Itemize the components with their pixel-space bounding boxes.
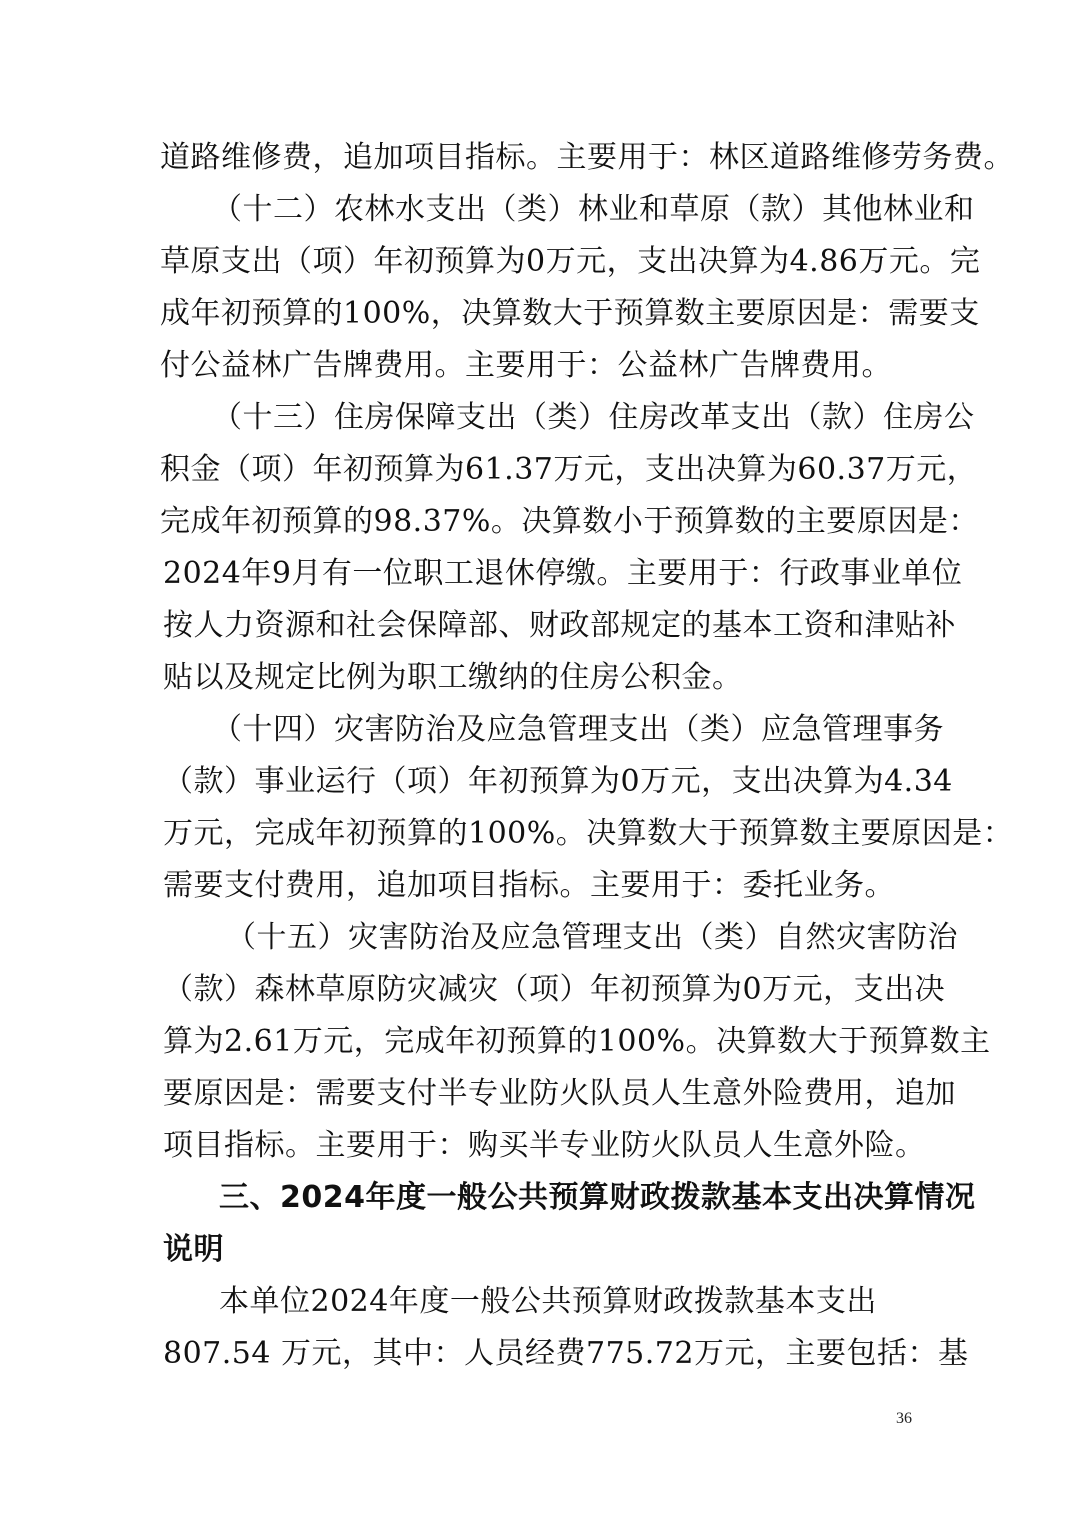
text-line: 2024年9月有一位职工退休停缴。主要用于：行政事业单位 — [163, 556, 963, 591]
text-line: 道路维修费，追加项目指标。主要用于：林区道路维修劳务费。 — [160, 140, 1014, 175]
text-line: 按人力资源和社会保障部、财政部规定的基本工资和津贴补 — [163, 608, 956, 643]
text-line: 项目指标。主要用于：购买半专业防火队员人生意外险。 — [163, 1128, 926, 1163]
text-line: 完成年初预算的98.37%。决算数小于预算数的主要原因是： — [160, 504, 979, 539]
section-heading: 三、2024年度一般公共预算财政拨款基本支出决算情况 — [219, 1180, 976, 1215]
text-line: （十五）灾害防治及应急管理支出（类）自然灾害防治 — [226, 920, 958, 955]
text-line: 807.54 万元，其中：人员经费775.72万元，主要包括：基 — [163, 1336, 969, 1371]
text-line: （十二）农林水支出（类）林业和草原（款）其他林业和 — [212, 192, 975, 227]
text-line: （款）森林草原防灾减灾（项）年初预算为0万元，支出决 — [163, 972, 946, 1007]
text-line: （十四）灾害防治及应急管理支出（类）应急管理事务 — [212, 712, 944, 747]
text-line: 万元，完成年初预算的100%。决算数大于预算数主要原因是： — [163, 816, 1014, 851]
text-line: 要原因是：需要支付半专业防火队员人生意外险费用，追加 — [163, 1076, 956, 1111]
text-line: 算为2.61万元，完成年初预算的100%。决算数大于预算数主 — [163, 1024, 991, 1059]
text-line: 草原支出（项）年初预算为0万元，支出决算为4.86万元。完 — [160, 244, 981, 279]
section-heading-cont: 说明 — [163, 1232, 224, 1267]
text-line: 成年初预算的100%，决算数大于预算数主要原因是：需要支 — [160, 296, 980, 331]
text-line: 本单位2024年度一般公共预算财政拨款基本支出 — [219, 1284, 877, 1319]
text-line: 付公益林广告牌费用。主要用于：公益林广告牌费用。 — [160, 348, 892, 383]
text-line: （款）事业运行（项）年初预算为0万元，支出决算为4.34 — [163, 764, 953, 799]
text-line: （十三）住房保障支出（类）住房改革支出（款）住房公 — [212, 400, 975, 435]
text-line: 积金（项）年初预算为61.37万元，支出决算为60.37万元， — [160, 452, 978, 487]
page-number: 36 — [896, 1410, 912, 1427]
text-line: 需要支付费用，追加项目指标。主要用于：委托业务。 — [163, 868, 895, 903]
text-line: 贴以及规定比例为职工缴纳的住房公积金。 — [163, 660, 743, 695]
